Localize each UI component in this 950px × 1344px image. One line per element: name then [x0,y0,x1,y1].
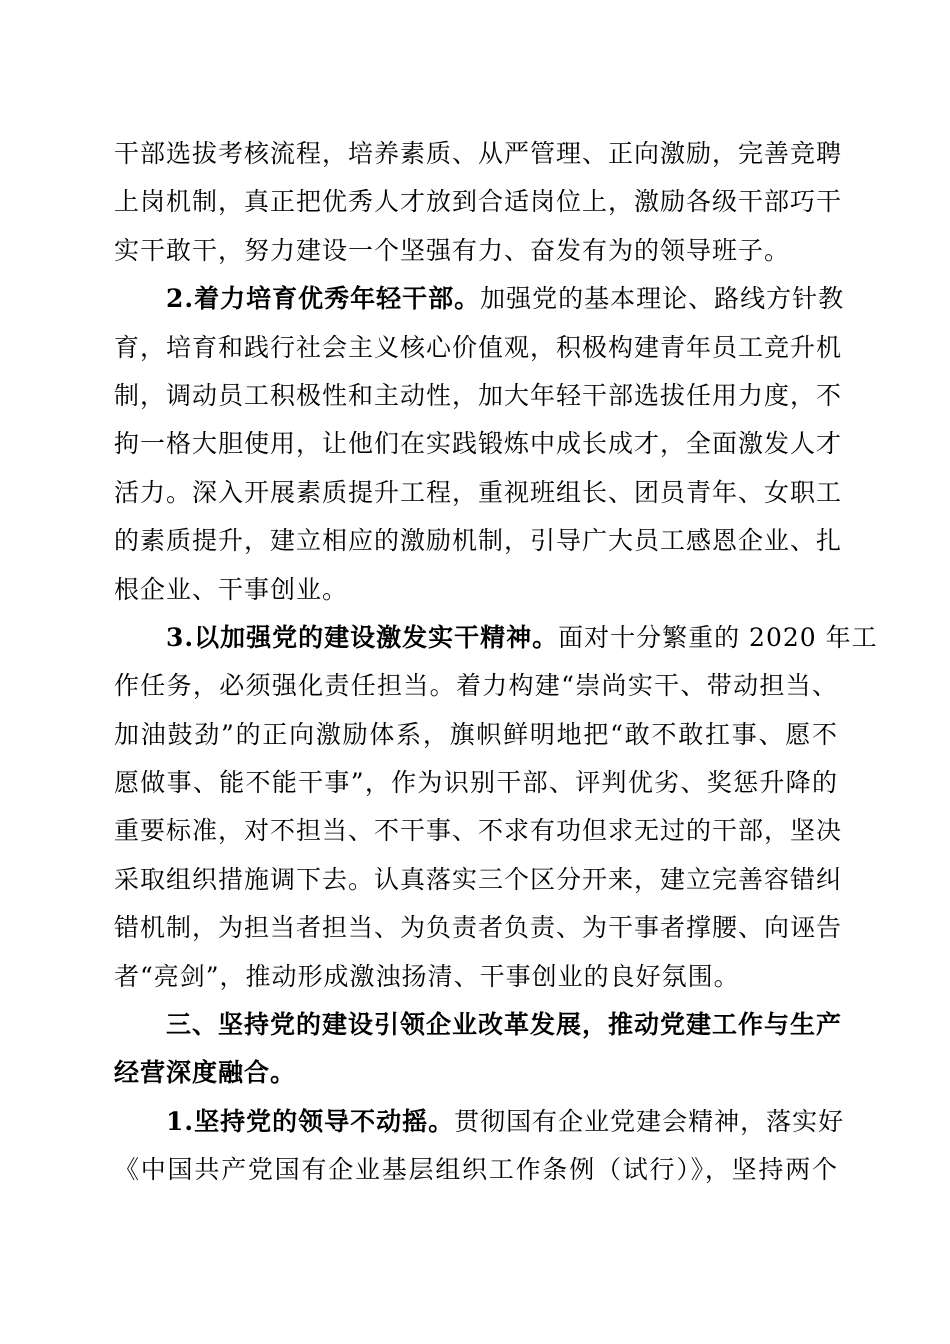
text-line [114,517,843,565]
text-line [114,178,843,226]
line-text: 上岗机制，真正把优秀人才放到合适岗位上，激励各级干部巧干 [114,187,843,217]
line-text: 干部选拔考核流程，培养素质、从严管理、正向激励，完善竞聘 [114,139,843,168]
text-line [114,420,843,468]
document-body [114,130,878,1195]
chapter-heading: 经营深度融合。 [114,1058,297,1088]
line-text: 重要标准，对不担当、不干事、不求有功但求无过的干部，坚决 [114,816,843,846]
chapter-heading-line [114,1049,838,1097]
section-heading: 1.坚持党的领导不动摇。 [166,1106,455,1136]
text-line [114,324,843,372]
line-text: 活力。深入开展素质提升工程，重视班组长、团员青年、女职工 [114,477,843,507]
line-text: 作任务，必须强化责任担当。着力构建“崇尚实干、带动担当、 [114,671,838,701]
line-text: 加强党的基本理论、路线方针教 [480,284,845,314]
line-text: 错机制，为担当者担当、为负责者负责、为干事者撑腰、向诬告 [114,913,843,943]
text-line [114,759,838,807]
section-heading: 2.着力培育优秀年轻干部。 [166,284,481,314]
line-text: 实干敢干，努力建设一个坚强有力、奋发有为的领导班子。 [114,235,791,265]
line-text: 《中国共产党国有企业基层组织工作条例（试行）》，坚持两个 [114,1155,838,1185]
text-line [114,904,843,952]
line-text: 者“亮剑”，推动形成激浊扬清、干事创业的良好氛围。 [114,961,740,991]
line-text: 面对十分繁重的 2020 年工 [558,622,878,652]
text-line [114,807,843,855]
line-text: 采取组织措施调下去。认真落实三个区分开来，建立完善容错纠 [114,864,843,894]
section-heading: 3.以加强党的建设激发实干精神。 [166,622,559,652]
text-line [114,372,843,420]
text-line [114,227,838,275]
line-text: 加油鼓劲”的正向激励体系，旗帜鲜明地把“敢不敢扛事、愿不 [114,719,838,749]
line-text: 制，调动员工积极性和主动性，加大年轻干部选拔任用力度，不 [114,380,843,410]
line-text: 的素质提升，建立相应的激励机制，引导广大员工感恩企业、扎 [114,526,843,556]
text-line [114,469,843,517]
text-line [114,856,843,904]
line-text: 根企业、干事创业。 [114,574,349,604]
line-text: 拘一格大胆使用，让他们在实践锻炼中成长成才，全面激发人才 [114,429,843,459]
text-line [114,953,838,1001]
line-text: 育，培育和践行社会主义核心价值观，积极构建青年员工竞升机 [114,332,843,362]
text-line [114,130,843,178]
text-line [114,1146,838,1194]
section-heading-line [114,614,878,662]
chapter-heading: 三、坚持党的建设引领企业改革发展，推动党建工作与生产 [166,1010,843,1040]
text-line [114,662,838,710]
line-text: 愿做事、能不能干事”，作为识别干部、评判优劣、奖惩升降的 [114,768,838,798]
text-line [114,711,838,759]
text-line [114,566,838,614]
chapter-heading-line [114,1001,843,1049]
line-text: 贯彻国有企业党建会精神，落实好 [454,1106,845,1136]
section-heading-line [114,275,845,323]
section-heading-line [114,1098,845,1146]
